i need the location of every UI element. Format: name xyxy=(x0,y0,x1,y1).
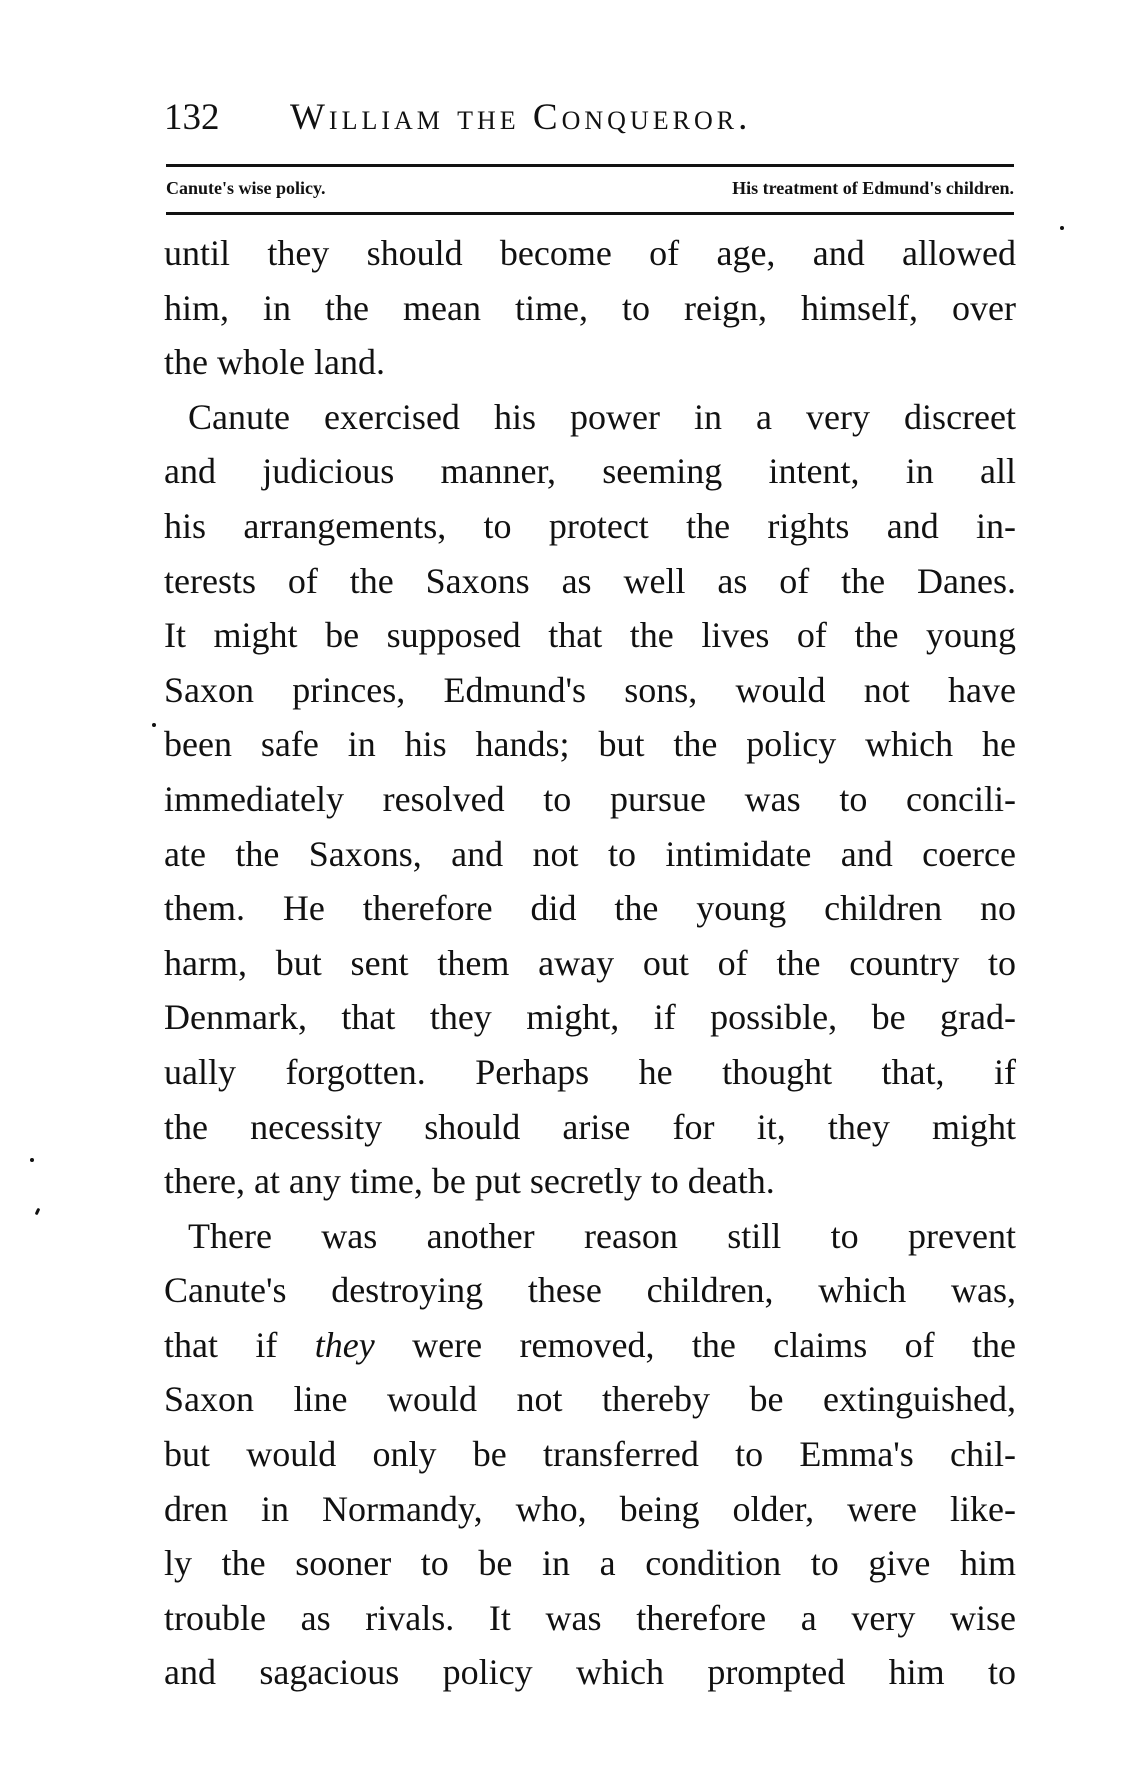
page-number: 132 xyxy=(164,97,220,138)
text-line: Saxon line would not thereby be extinguished, xyxy=(164,1379,1016,1420)
text-line: immediately resolved to pursue was to concili- xyxy=(164,778,1016,819)
scan-speck xyxy=(152,723,156,727)
text-line: ly the sooner to be in a condition to give him xyxy=(164,1543,1016,1584)
text-line: his arrangements, to protect the rights and in- xyxy=(164,505,1016,546)
subheader-left: Canute's wise policy. xyxy=(166,178,326,198)
subheader-right: His treatment of Edmund's children. xyxy=(732,178,1014,198)
text-line: Canute's destroying these children, which was, xyxy=(164,1270,1016,1311)
text-line: Saxon princes, Edmund's sons, would not have xyxy=(164,669,1016,710)
subheader xyxy=(166,174,1014,202)
text-line: ually forgotten. Perhaps he thought that, if xyxy=(164,1051,1016,1092)
scan-speck xyxy=(30,1158,34,1162)
text-line: ate the Saxons, and not to intimidate and coerce xyxy=(164,833,1016,874)
text-line: dren in Normandy, who, being older, were like- xyxy=(164,1488,1016,1529)
text-line: them. He therefore did the young children no xyxy=(164,888,1016,929)
text-line: It might be supposed that the lives of the young xyxy=(164,615,1016,656)
text-line: Canute exercised his power in a very discreet xyxy=(188,396,1016,437)
header-rule-top xyxy=(166,164,1014,167)
scan-speck xyxy=(1060,226,1064,230)
text-line: Denmark, that they might, if possible, be grad- xyxy=(164,997,1016,1038)
body-text xyxy=(164,226,1016,1700)
text-line: terests of the Saxons as well as of the Danes. xyxy=(164,560,1016,601)
text-line: the whole land. xyxy=(164,342,385,383)
text-line: There was another reason still to prevent xyxy=(188,1215,1016,1256)
running-header xyxy=(164,96,1014,140)
text-line: and judicious manner, seeming intent, in all xyxy=(164,451,1016,492)
text-line: the necessity should arise for it, they might xyxy=(164,1106,1016,1147)
header-rule-bottom xyxy=(166,212,1014,215)
text-line: him, in the mean time, to reign, himself, over xyxy=(164,287,1016,328)
text-line: and sagacious policy which prompted him to xyxy=(164,1652,1016,1693)
text-line: there, at any time, be put secretly to death. xyxy=(164,1161,775,1202)
running-title: William the Conqueror. xyxy=(290,97,752,138)
scan-speck xyxy=(35,1208,41,1216)
text-line: until they should become of age, and allowed xyxy=(164,233,1016,273)
text-line: been safe in his hands; but the policy which he xyxy=(164,724,1016,765)
text-line: that if they were removed, the claims of the xyxy=(164,1324,1016,1365)
text-line: but would only be transferred to Emma's chil- xyxy=(164,1434,1016,1475)
text-line: harm, but sent them away out of the country to xyxy=(164,942,1016,983)
text-line: trouble as rivals. It was therefore a very wise xyxy=(164,1597,1016,1638)
